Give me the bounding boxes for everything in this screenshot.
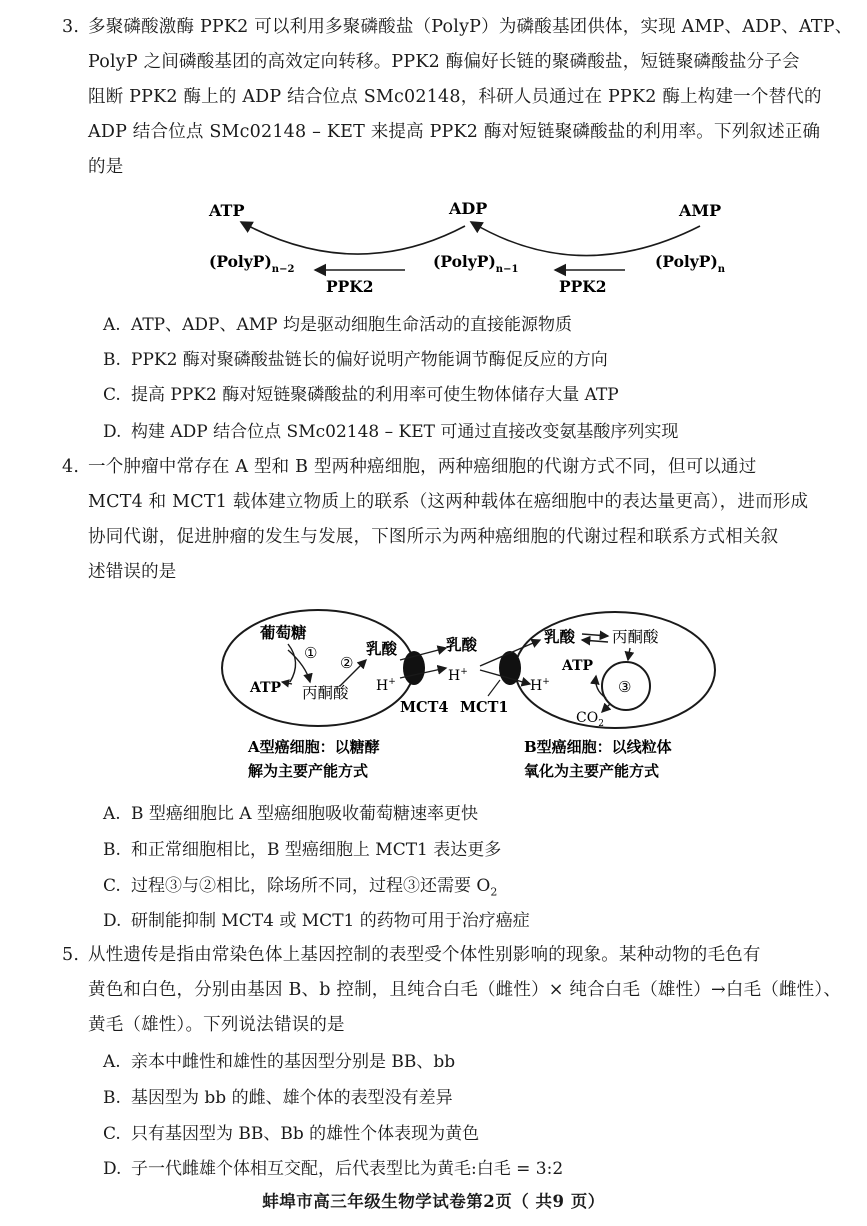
polyp-n-label: $(PolyP)_n$ <box>655 252 726 275</box>
stem-line: MCT4 和 MCT1 载体建立物质上的联系（这两种载体在癌细胞中的表达量更高），进而形成 <box>88 492 809 512</box>
q5-option-c: C. 只有基因型为 BB、Bb 的雄性个体表现为黄色 <box>103 1124 480 1144</box>
question-3 <box>62 10 852 185</box>
stem-line: PolyP 之间磷酸基团的高效定向转移。PPK2 酶偏好长链的聚磷酸盐，短链聚磷酸盐分子会 <box>88 52 800 72</box>
question-4 <box>62 450 852 590</box>
cell-b-caption-line2: 氧化为主要产能方式 <box>524 762 660 780</box>
stem-line: 从性遗传是指由常染色体上基因控制的表型受个体性别影响的现象。某种动物的毛色有 <box>88 945 761 965</box>
step1-marker: ① <box>304 644 318 662</box>
mct1-pointer <box>488 680 500 696</box>
q3-option-d: D. 构建 ADP 结合位点 SMc02148 – KET 可通过直接改变氨基酸序列实现 <box>103 422 679 442</box>
phosphate-transfer-diagram <box>195 192 735 302</box>
lactate-label-mid: 乳酸 <box>446 635 478 654</box>
q3-option-c: C. 提高 PPK2 酶对短链聚磷酸盐的利用率可使生物体储存大量 ATP <box>103 385 619 405</box>
h-ion-label-mid: H+ <box>448 667 468 684</box>
stem-line: 一个肿瘤中常存在 A 型和 B 型两种癌细胞，两种癌细胞的代谢方式不同，但可以通过 <box>88 457 757 477</box>
question-number: 5. <box>62 945 80 965</box>
glycolysis-step1-arrow <box>288 644 296 682</box>
step3-marker: ③ <box>618 678 632 696</box>
h-ion-label-b: H+ <box>530 677 550 694</box>
cycle-to-co2-arrow <box>602 704 610 712</box>
pyruvate-label-a: 丙酮酸 <box>302 684 349 702</box>
page-footer: 蚌埠市高三年级生物学试卷第2页（ 共9 页） <box>262 1192 605 1211</box>
polyp-n2-label: $(PolyP)_{n-2}$ <box>209 252 295 275</box>
q3-option-a: A. ATP、ADP、AMP 均是驱动细胞生命活动的直接能源物质 <box>103 315 572 335</box>
glucose-label: 葡萄糖 <box>260 623 307 642</box>
question-number: 4. <box>62 457 80 477</box>
stem-line: 黄毛（雄性）。下列说法错误的是 <box>88 1015 345 1035</box>
pyruvate-to-cycle-arrow <box>628 648 630 660</box>
pyruvate-to-lactate-back-arrow <box>582 640 608 642</box>
stem-line: ADP 结合位点 SMc02148 – KET 来提高 PPK2 酶对短链聚磷酸盐的利用率。下列叙述正确 <box>88 122 821 142</box>
question-stem <box>88 10 852 185</box>
amp-label: AMP <box>679 201 722 220</box>
cell-a-caption-line1: A型癌细胞：以糖酵 <box>248 738 380 756</box>
stem-line: 多聚磷酸激酶 PPK2 可以利用多聚磷酸盐（PolyP）为磷酸基团供体，实现 AMP、ADP、ATP、 <box>88 17 853 37</box>
cancer-cell-metabolism-diagram <box>210 600 730 790</box>
stem-line: 的是 <box>88 157 124 177</box>
q4-option-b: B. 和正常细胞相比，B 型癌细胞上 MCT1 表达更多 <box>103 840 502 860</box>
adp-label: ADP <box>449 199 488 218</box>
pyruvate-label-b: 丙酮酸 <box>612 628 659 646</box>
cell-a-membrane <box>222 610 414 726</box>
q3-option-b: B. PPK2 酶对聚磷酸盐链长的偏好说明产物能调节酶促反应的方向 <box>103 350 608 370</box>
mct4-label: MCT4 <box>400 699 449 716</box>
ppk2-label-right: PPK2 <box>559 277 607 296</box>
atp-label-a: ATP <box>250 680 282 696</box>
q4-option-d: D. 研制能抑制 MCT4 或 MCT1 的药物可用于治疗癌症 <box>103 911 530 931</box>
lactate-to-pyruvate-arrow <box>582 634 608 636</box>
polyp-n1-label: $(PolyP)_{n-1}$ <box>433 252 519 275</box>
curve-adp-to-atp <box>241 222 465 254</box>
stem-line: 协同代谢，促进肿瘤的发生与发展，下图所示为两种癌细胞的代谢过程和联系方式相关叙 <box>88 527 779 547</box>
atp-label: ATP <box>209 201 245 220</box>
co2-label: $CO_2$ <box>576 710 604 729</box>
lactate-export-arrow <box>400 648 446 660</box>
q5-option-b: B. 基因型为 bb 的雌、雄个体的表型没有差异 <box>103 1088 453 1108</box>
stem-line: 述错误的是 <box>88 562 177 582</box>
atp-label-b: ATP <box>562 658 594 674</box>
q4-option-c: C. 过程③与②相比，除场所不同，过程③还需要 $O_2$ <box>103 876 498 899</box>
stem-line: 阻断 PPK2 酶上的 ADP 结合位点 SMc02148，科研人员通过在 PPK2 酶上构建一个替代的 <box>88 87 822 107</box>
stem-line: 黄色和白色，分别由基因 B、b 控制，且纯合白毛（雌性）× 纯合白毛（雄性）→白毛（雌性）、 <box>88 980 842 1000</box>
question-stem <box>88 938 852 1043</box>
curve-amp-to-adp <box>471 222 700 256</box>
lactate-label-a: 乳酸 <box>366 639 398 658</box>
h-ion-label-a: H+ <box>376 677 396 694</box>
ppk2-label-left: PPK2 <box>326 277 374 296</box>
q5-option-d: D. 子一代雌雄个体相互交配，后代表型比为黄毛:白毛 = 3:2 <box>103 1159 564 1179</box>
question-stem <box>88 450 852 590</box>
question-5 <box>62 938 852 1043</box>
lactate-label-b: 乳酸 <box>544 627 576 646</box>
step2-marker: ② <box>340 654 354 672</box>
cell-b-caption-line1: B型癌细胞：以线粒体 <box>524 738 672 756</box>
q4-option-a: A. B 型癌细胞比 A 型癌细胞吸收葡萄糖速率更快 <box>103 804 478 824</box>
cell-a-caption-line2: 解为主要产能方式 <box>248 762 369 780</box>
q5-option-a: A. 亲本中雌性和雄性的基因型分别是 BB、bb <box>103 1052 456 1072</box>
mct1-label: MCT1 <box>460 699 509 716</box>
question-number: 3. <box>62 17 80 37</box>
